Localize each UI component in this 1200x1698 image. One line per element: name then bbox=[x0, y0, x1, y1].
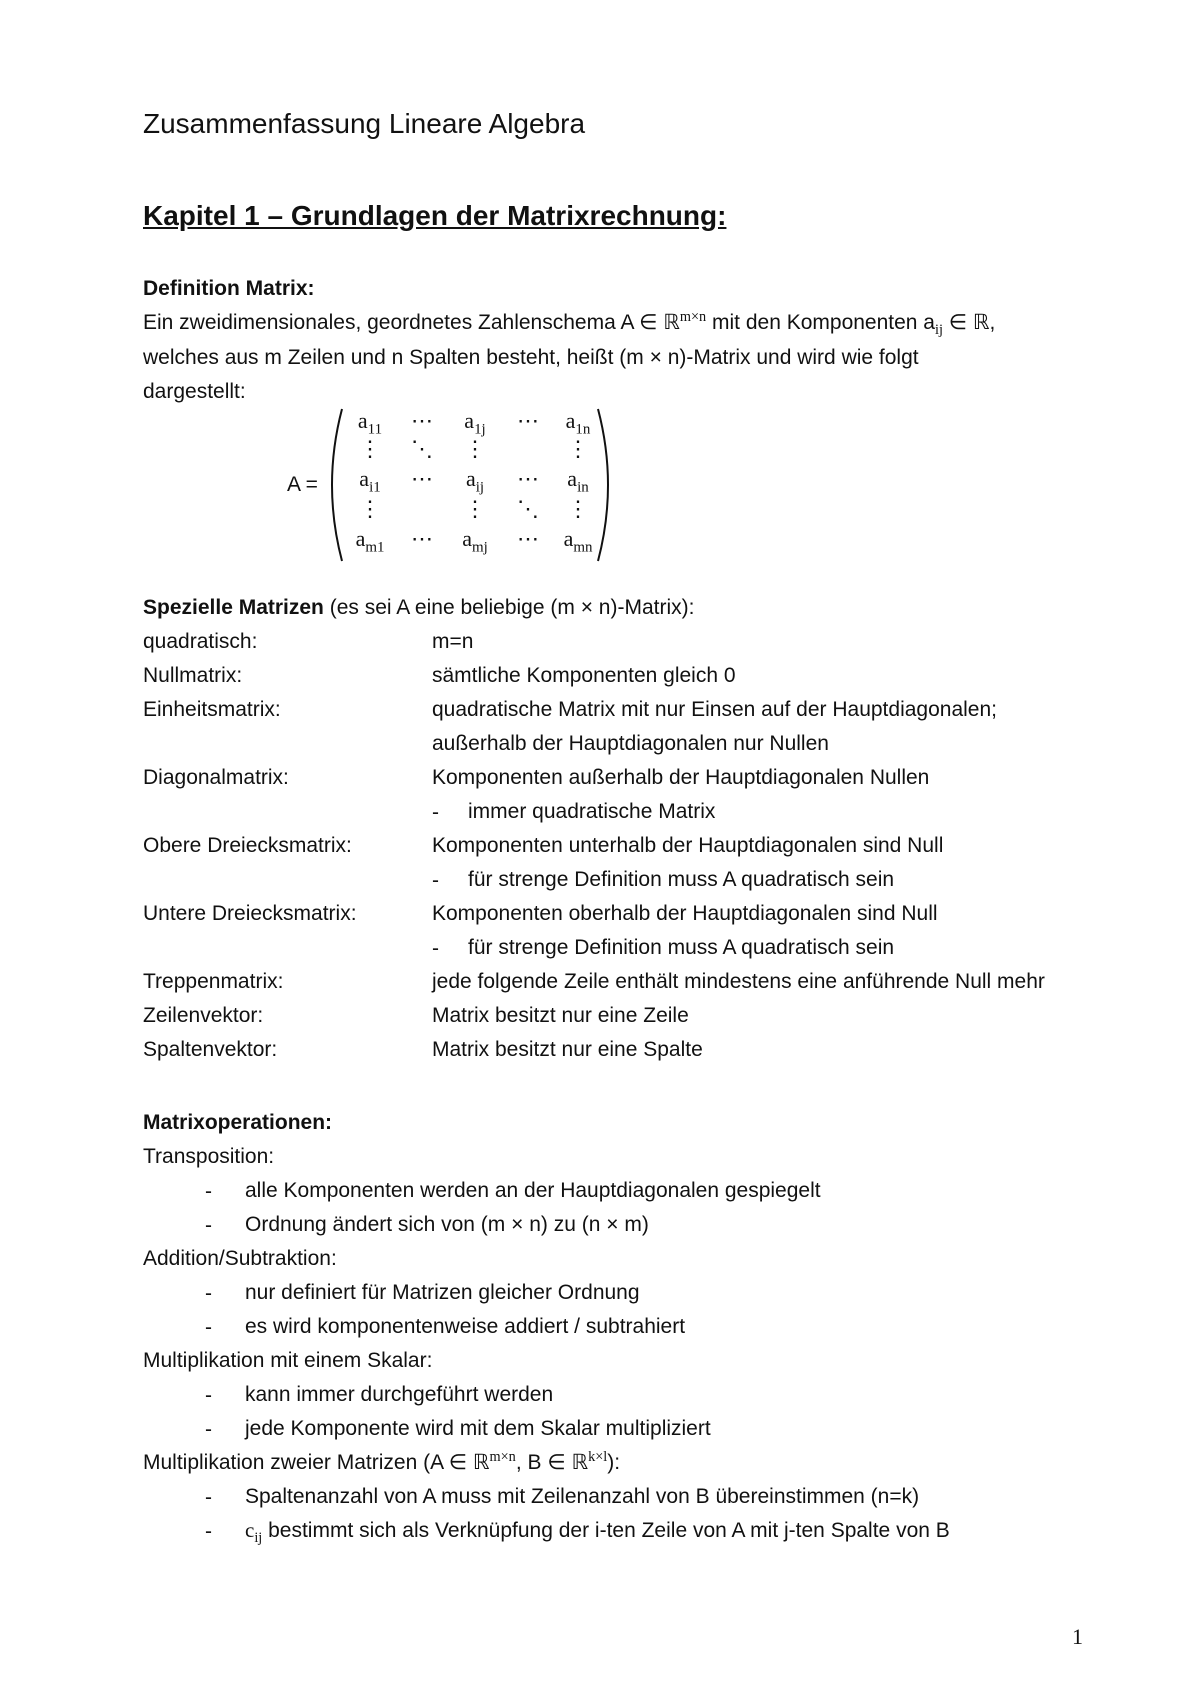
matrix-cell bbox=[392, 468, 452, 490]
matrix-cell bbox=[548, 438, 608, 460]
matrix-cell bbox=[445, 466, 505, 496]
special-term: Spaltenvektor: bbox=[143, 1038, 278, 1061]
matrix-cell-index: mn bbox=[573, 539, 593, 556]
transposition-item-1: alle Komponenten werden an der Hauptdiagonalen gespiegelt bbox=[245, 1179, 821, 1202]
matrix-cell-index: in bbox=[577, 479, 589, 496]
special-description: außerhalb der Hauptdiagonalen nur Nullen bbox=[432, 732, 829, 755]
special-description: m=n bbox=[432, 630, 474, 653]
definition-line-3: dargestellt: bbox=[143, 380, 246, 403]
bullet-dash: - bbox=[205, 1214, 212, 1237]
bullet-dash: - bbox=[205, 1282, 212, 1305]
addition-label: Addition/Subtraktion: bbox=[143, 1247, 337, 1270]
matrix-cell bbox=[548, 466, 608, 496]
matrix-cell-base: a bbox=[465, 466, 476, 491]
matrix-cell-base: ⋮ bbox=[464, 496, 486, 521]
transposition-item-2: Ordnung ändert sich von (m × n) zu (n × m) bbox=[245, 1213, 649, 1236]
operations-heading: Matrixoperationen: bbox=[143, 1111, 333, 1134]
page-number: 1 bbox=[1072, 1624, 1083, 1649]
matrix-cell bbox=[392, 528, 452, 550]
bullet-dash: - bbox=[432, 869, 439, 892]
matrix-label: A = bbox=[287, 473, 318, 496]
chapter-heading: Kapitel 1 – Grundlagen der Matrixrechnung: bbox=[143, 200, 727, 231]
special-term: Diagonalmatrix: bbox=[143, 766, 289, 789]
bullet-dash: - bbox=[205, 1384, 212, 1407]
matrix-cell-base: ⋮ bbox=[464, 436, 486, 461]
matrix-cell-base: a bbox=[355, 526, 366, 551]
special-description: jede folgende Zeile enthält mindestens eine anführende Null mehr bbox=[432, 970, 1045, 993]
special-term: Treppenmatrix: bbox=[143, 970, 284, 993]
matrix-cell-index: 1j bbox=[474, 421, 486, 438]
special-bullet: immer quadratische Matrix bbox=[468, 800, 716, 823]
matrix-cell-base: a bbox=[464, 408, 475, 433]
matrix-cell-base: ⋮ bbox=[567, 436, 589, 461]
product-label: Multiplikation zweier Matrizen (A ∈ ℝ$^{m\times n}$, B ∈ ℝ$^{k\times l}$): bbox=[143, 1449, 621, 1474]
matrix-cell bbox=[392, 410, 452, 432]
matrix-cell-base: ⋯ bbox=[411, 466, 433, 491]
matrix-cell bbox=[392, 438, 452, 460]
scalar-item-1: kann immer durchgeführt werden bbox=[245, 1383, 554, 1406]
matrix-cell-base: ⋯ bbox=[411, 526, 433, 551]
special-term: quadratisch: bbox=[143, 630, 258, 653]
bullet-dash: - bbox=[205, 1486, 212, 1509]
matrix-cell bbox=[548, 526, 608, 556]
matrix-cell-index: ij bbox=[475, 479, 485, 496]
matrix-cell-base: a bbox=[357, 408, 368, 433]
matrix-cell-index: mj bbox=[471, 539, 488, 556]
matrix-cell-base: ⋮ bbox=[359, 436, 381, 461]
matrix-cell-base: ⋮ bbox=[359, 496, 381, 521]
matrix-cell-base: a bbox=[563, 526, 574, 551]
bullet-dash: - bbox=[432, 801, 439, 824]
matrix-cell-base: ⋯ bbox=[411, 408, 433, 433]
matrix-cell-index: 1n bbox=[575, 421, 591, 438]
special-description: Komponenten außerhalb der Hauptdiagonalen Nullen bbox=[432, 766, 930, 789]
matrix-cell-base: ⋯ bbox=[517, 408, 539, 433]
special-bullet: für strenge Definition muss A quadratisch sein bbox=[468, 868, 895, 891]
special-description: quadratische Matrix mit nur Einsen auf der Hauptdiagonalen; bbox=[432, 698, 997, 721]
definition-line-2: welches aus m Zeilen und n Spalten besteht, heißt (m × n)-Matrix und wird wie folgt bbox=[143, 346, 919, 369]
scalar-item-2: jede Komponente wird mit dem Skalar multipliziert bbox=[245, 1417, 711, 1440]
document-title: Zusammenfassung Lineare Algebra bbox=[143, 108, 586, 139]
special-description: Matrix besitzt nur eine Spalte bbox=[432, 1038, 703, 1061]
matrix-cell-base: a bbox=[462, 526, 472, 551]
matrix-cell bbox=[548, 498, 608, 520]
matrix-cell-base: ⋯ bbox=[517, 526, 539, 551]
special-term: Nullmatrix: bbox=[143, 664, 243, 687]
matrix-cell-base: ⋮ bbox=[567, 496, 589, 521]
matrix-cell-base: a bbox=[359, 466, 370, 491]
matrix-cell-base: ⋱ bbox=[517, 496, 539, 521]
special-term: Obere Dreiecksmatrix: bbox=[143, 834, 352, 857]
addition-item-1: nur definiert für Matrizen gleicher Ordnung bbox=[245, 1281, 640, 1304]
matrix-grid bbox=[340, 410, 610, 560]
scalar-label: Multiplikation mit einem Skalar: bbox=[143, 1349, 433, 1372]
matrix-cell-index: m1 bbox=[365, 539, 385, 556]
matrix-cell-base: ⋯ bbox=[517, 466, 539, 491]
matrix-cell-base: a bbox=[565, 408, 576, 433]
special-description: Komponenten oberhalb der Hauptdiagonalen sind Null bbox=[432, 902, 938, 925]
matrix-cell-index: 11 bbox=[367, 421, 383, 438]
matrix-cell bbox=[340, 438, 400, 460]
special-description: Matrix besitzt nur eine Zeile bbox=[432, 1004, 689, 1027]
transposition-label: Transposition: bbox=[143, 1145, 275, 1168]
bullet-dash: - bbox=[205, 1520, 212, 1543]
special-heading: Spezielle Matrizen (es sei A eine beliebige (m × n)-Matrix): bbox=[143, 596, 695, 619]
bullet-dash: - bbox=[205, 1316, 212, 1339]
matrix-cell bbox=[445, 498, 505, 520]
matrix-cell bbox=[445, 408, 505, 438]
special-term: Zeilenvektor: bbox=[143, 1004, 264, 1027]
matrix-cell bbox=[340, 466, 400, 496]
bullet-dash: - bbox=[205, 1418, 212, 1441]
matrix-cell bbox=[445, 526, 505, 556]
matrix-cell bbox=[548, 408, 608, 438]
addition-item-2: es wird komponentenweise addiert / subtrahiert bbox=[245, 1315, 686, 1338]
product-item-1: Spaltenanzahl von A muss mit Zeilenanzahl von B übereinstimmen (n=k) bbox=[245, 1485, 920, 1508]
matrix-cell-base: ⋱ bbox=[411, 436, 433, 461]
matrix-cell-index: i1 bbox=[369, 479, 381, 496]
matrix-cell-base: a bbox=[567, 466, 578, 491]
definition-heading: Definition Matrix: bbox=[143, 277, 315, 300]
bullet-dash: - bbox=[205, 1180, 212, 1203]
special-description: sämtliche Komponenten gleich 0 bbox=[432, 664, 736, 687]
special-bullet: für strenge Definition muss A quadratisch sein bbox=[468, 936, 895, 959]
definition-line-1: Ein zweidimensionales, geordnetes Zahlenschema A ∈ ℝ$^{m\times n}$ mit den Komponenten $a_{ij}$ ∈ ℝ, bbox=[143, 309, 996, 339]
bullet-dash: - bbox=[432, 937, 439, 960]
special-description: Komponenten unterhalb der Hauptdiagonalen sind Null bbox=[432, 834, 944, 857]
matrix-cell bbox=[340, 526, 400, 556]
matrix-cell bbox=[340, 498, 400, 520]
special-term: Einheitsmatrix: bbox=[143, 698, 281, 721]
product-item-2: $c_{ij}$ bestimmt sich als Verknüpfung der i-ten Zeile von A mit j-ten Spalte von B bbox=[245, 1518, 950, 1547]
special-term: Untere Dreiecksmatrix: bbox=[143, 902, 357, 925]
matrix-cell bbox=[340, 408, 400, 438]
matrix-cell bbox=[445, 438, 505, 460]
